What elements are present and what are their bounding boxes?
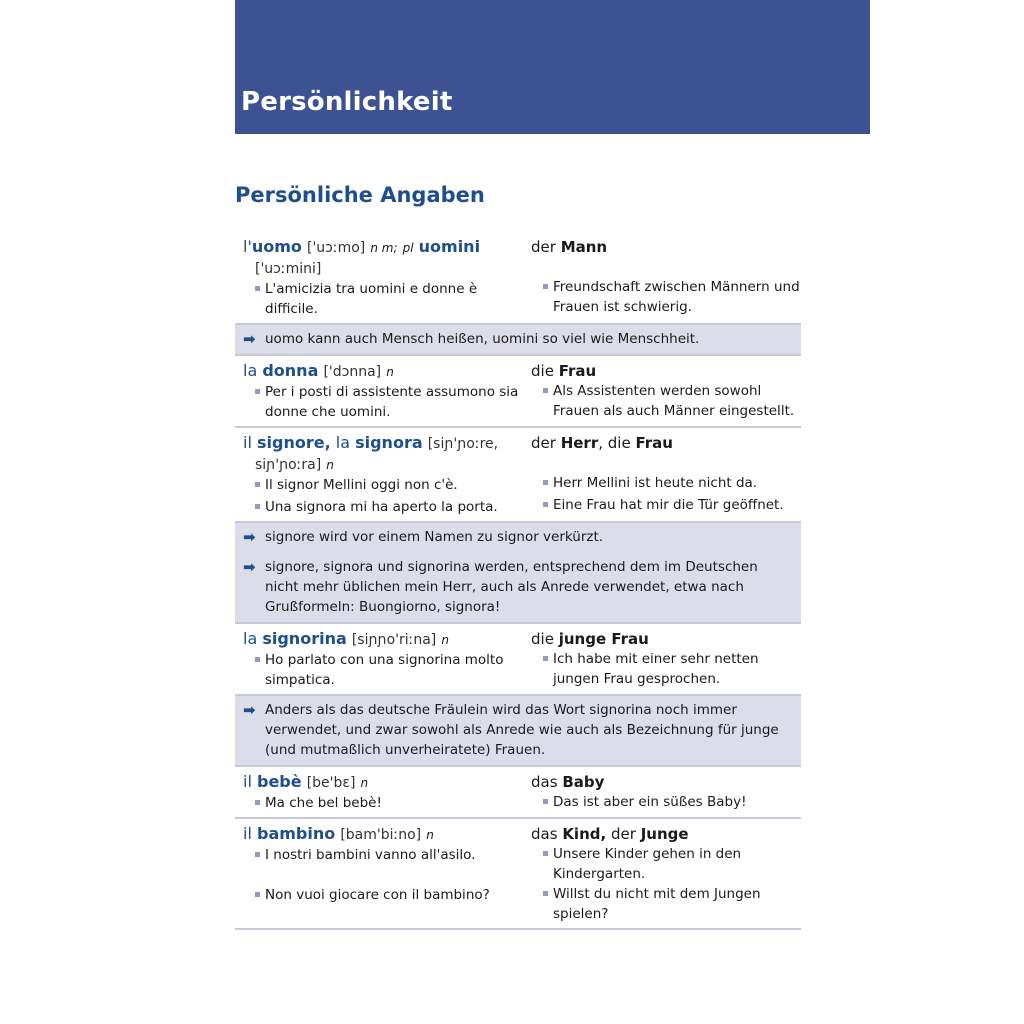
bullet-square-icon <box>255 389 260 394</box>
bullet-square-icon <box>543 480 548 485</box>
translation-kind-junge: das Kind, der Junge <box>531 825 689 843</box>
translation-junge-frau: die junge Frau <box>531 630 649 648</box>
bullet-square-icon <box>255 482 260 487</box>
example-it: L'amicizia tra uomini e donne è difficile. <box>255 279 523 319</box>
translation-frau: die Frau <box>531 362 597 380</box>
bullet-square-icon <box>255 286 260 291</box>
example-it: Una signora mi ha aperto la porta. <box>255 497 523 517</box>
example-de: Das ist aber ein süßes Baby! <box>543 792 801 812</box>
example-de: Willst du nicht mit dem Jungen spielen? <box>543 884 801 924</box>
example-it: Per i posti di assistente assumono sia donne che uomini. <box>255 382 523 422</box>
bullet-square-icon <box>543 799 548 804</box>
section-title: Persönliche Angaben <box>235 183 485 207</box>
chapter-banner <box>235 0 870 134</box>
headword-bebe: il bebè [be'bɛ] n <box>243 772 369 791</box>
entry-donna <box>235 356 801 428</box>
bullet-square-icon <box>255 657 260 662</box>
article: l' <box>243 237 252 256</box>
bullet-square-icon <box>543 502 548 507</box>
headword-signorina: la signorina [siɲɲo'riːna] n <box>243 629 449 648</box>
example-it: Non vuoi giocare con il bambino? <box>255 885 523 905</box>
headword-donna: la donna ['dɔnna] n <box>243 361 394 380</box>
bullet-square-icon <box>543 851 548 856</box>
entry-signorina <box>235 624 801 696</box>
arrow-right-icon: ➡ <box>243 558 256 576</box>
example-de: Freundschaft zwischen Männern und Frauen ist schwierig. <box>543 277 801 317</box>
example-it: Ho parlato con una signorina molto simpatica. <box>255 650 523 690</box>
translation-mann: der Mann <box>531 238 608 256</box>
translation-herr-frau: der Herr, die Frau <box>531 434 673 452</box>
entry-uomo <box>235 232 801 325</box>
bullet-square-icon <box>543 284 548 289</box>
example-de: Unsere Kinder gehen in den Kindergarten. <box>543 844 801 884</box>
bullet-square-icon <box>543 388 548 393</box>
usage-note-signorina: ➡ Anders als das deutsche Fräulein wird das Wort signorina noch immer verwendet, und zwar sowohl als Anrede wie auch als Bezeichnung für junge (und mutmaßlich unverheiratete) Frauen. <box>235 696 801 767</box>
example-de: Herr Mellini ist heute nicht da. <box>543 473 801 493</box>
arrow-right-icon: ➡ <box>243 701 256 719</box>
headword-signore: il signore, la signora [siɲ'ɲoːre, <box>243 433 499 452</box>
vocabulary-list <box>235 232 801 930</box>
bullet-square-icon <box>255 852 260 857</box>
arrow-right-icon: ➡ <box>243 528 256 546</box>
headword-uomo <box>243 237 523 258</box>
example-it: Ma che bel bebè! <box>255 793 523 813</box>
grammar-label: n m; <box>370 241 398 255</box>
translation-baby: das Baby <box>531 773 605 791</box>
bullet-square-icon <box>255 504 260 509</box>
arrow-right-icon: ➡ <box>243 330 256 348</box>
usage-note-uomo: ➡ uomo kann auch Mensch heißen, uomini so viel wie Menschheit. <box>235 325 801 356</box>
usage-note-signore: ➡ signore wird vor einem Namen zu signor verkürzt. ➡ signore, signora und signorina werden, entsprechend dem im Deutschen nicht mehr üblichen mein Herr, auch als Anrede verwendet, etwa nach Grußformeln: Buongiorno, signora! <box>235 523 801 624</box>
plural-pronunciation: ['uɔːmini] <box>255 261 322 277</box>
headword-bambino: il bambino [bam'biːno] n <box>243 824 434 843</box>
bullet-square-icon <box>255 800 260 805</box>
plural-label: pl <box>402 241 414 255</box>
entry-signore: il signore, la signora [siɲ'ɲoːre, siɲ'ɲoːra] n Il signor Mellini oggi non c'è. Una signora mi ha aperto la porta. der Herr, die Frau Herr Mellini ist heute nicht da. Eine Frau hat mir die Tür geöffnet. <box>235 428 801 523</box>
chapter-title: Persönlichkeit <box>241 87 453 117</box>
example-de: Eine Frau hat mir die Tür geöffnet. <box>543 495 801 515</box>
entry-bebe <box>235 767 801 819</box>
plural-form: uomini <box>418 237 481 256</box>
pronunciation: ['uɔːmo] <box>306 240 366 256</box>
example-de: Als Assistenten werden sowohl Frauen als auch Männer eingestellt. <box>543 381 801 421</box>
example-de: Ich habe mit einer sehr netten jungen Frau gesprochen. <box>543 649 801 689</box>
entry-bambino <box>235 819 801 930</box>
bullet-square-icon <box>255 892 260 897</box>
example-it: I nostri bambini vanno all'asilo. <box>255 845 523 865</box>
bullet-square-icon <box>543 656 548 661</box>
example-it: Il signor Mellini oggi non c'è. <box>255 475 523 495</box>
lemma: uomo <box>251 237 302 256</box>
bullet-square-icon <box>543 891 548 896</box>
